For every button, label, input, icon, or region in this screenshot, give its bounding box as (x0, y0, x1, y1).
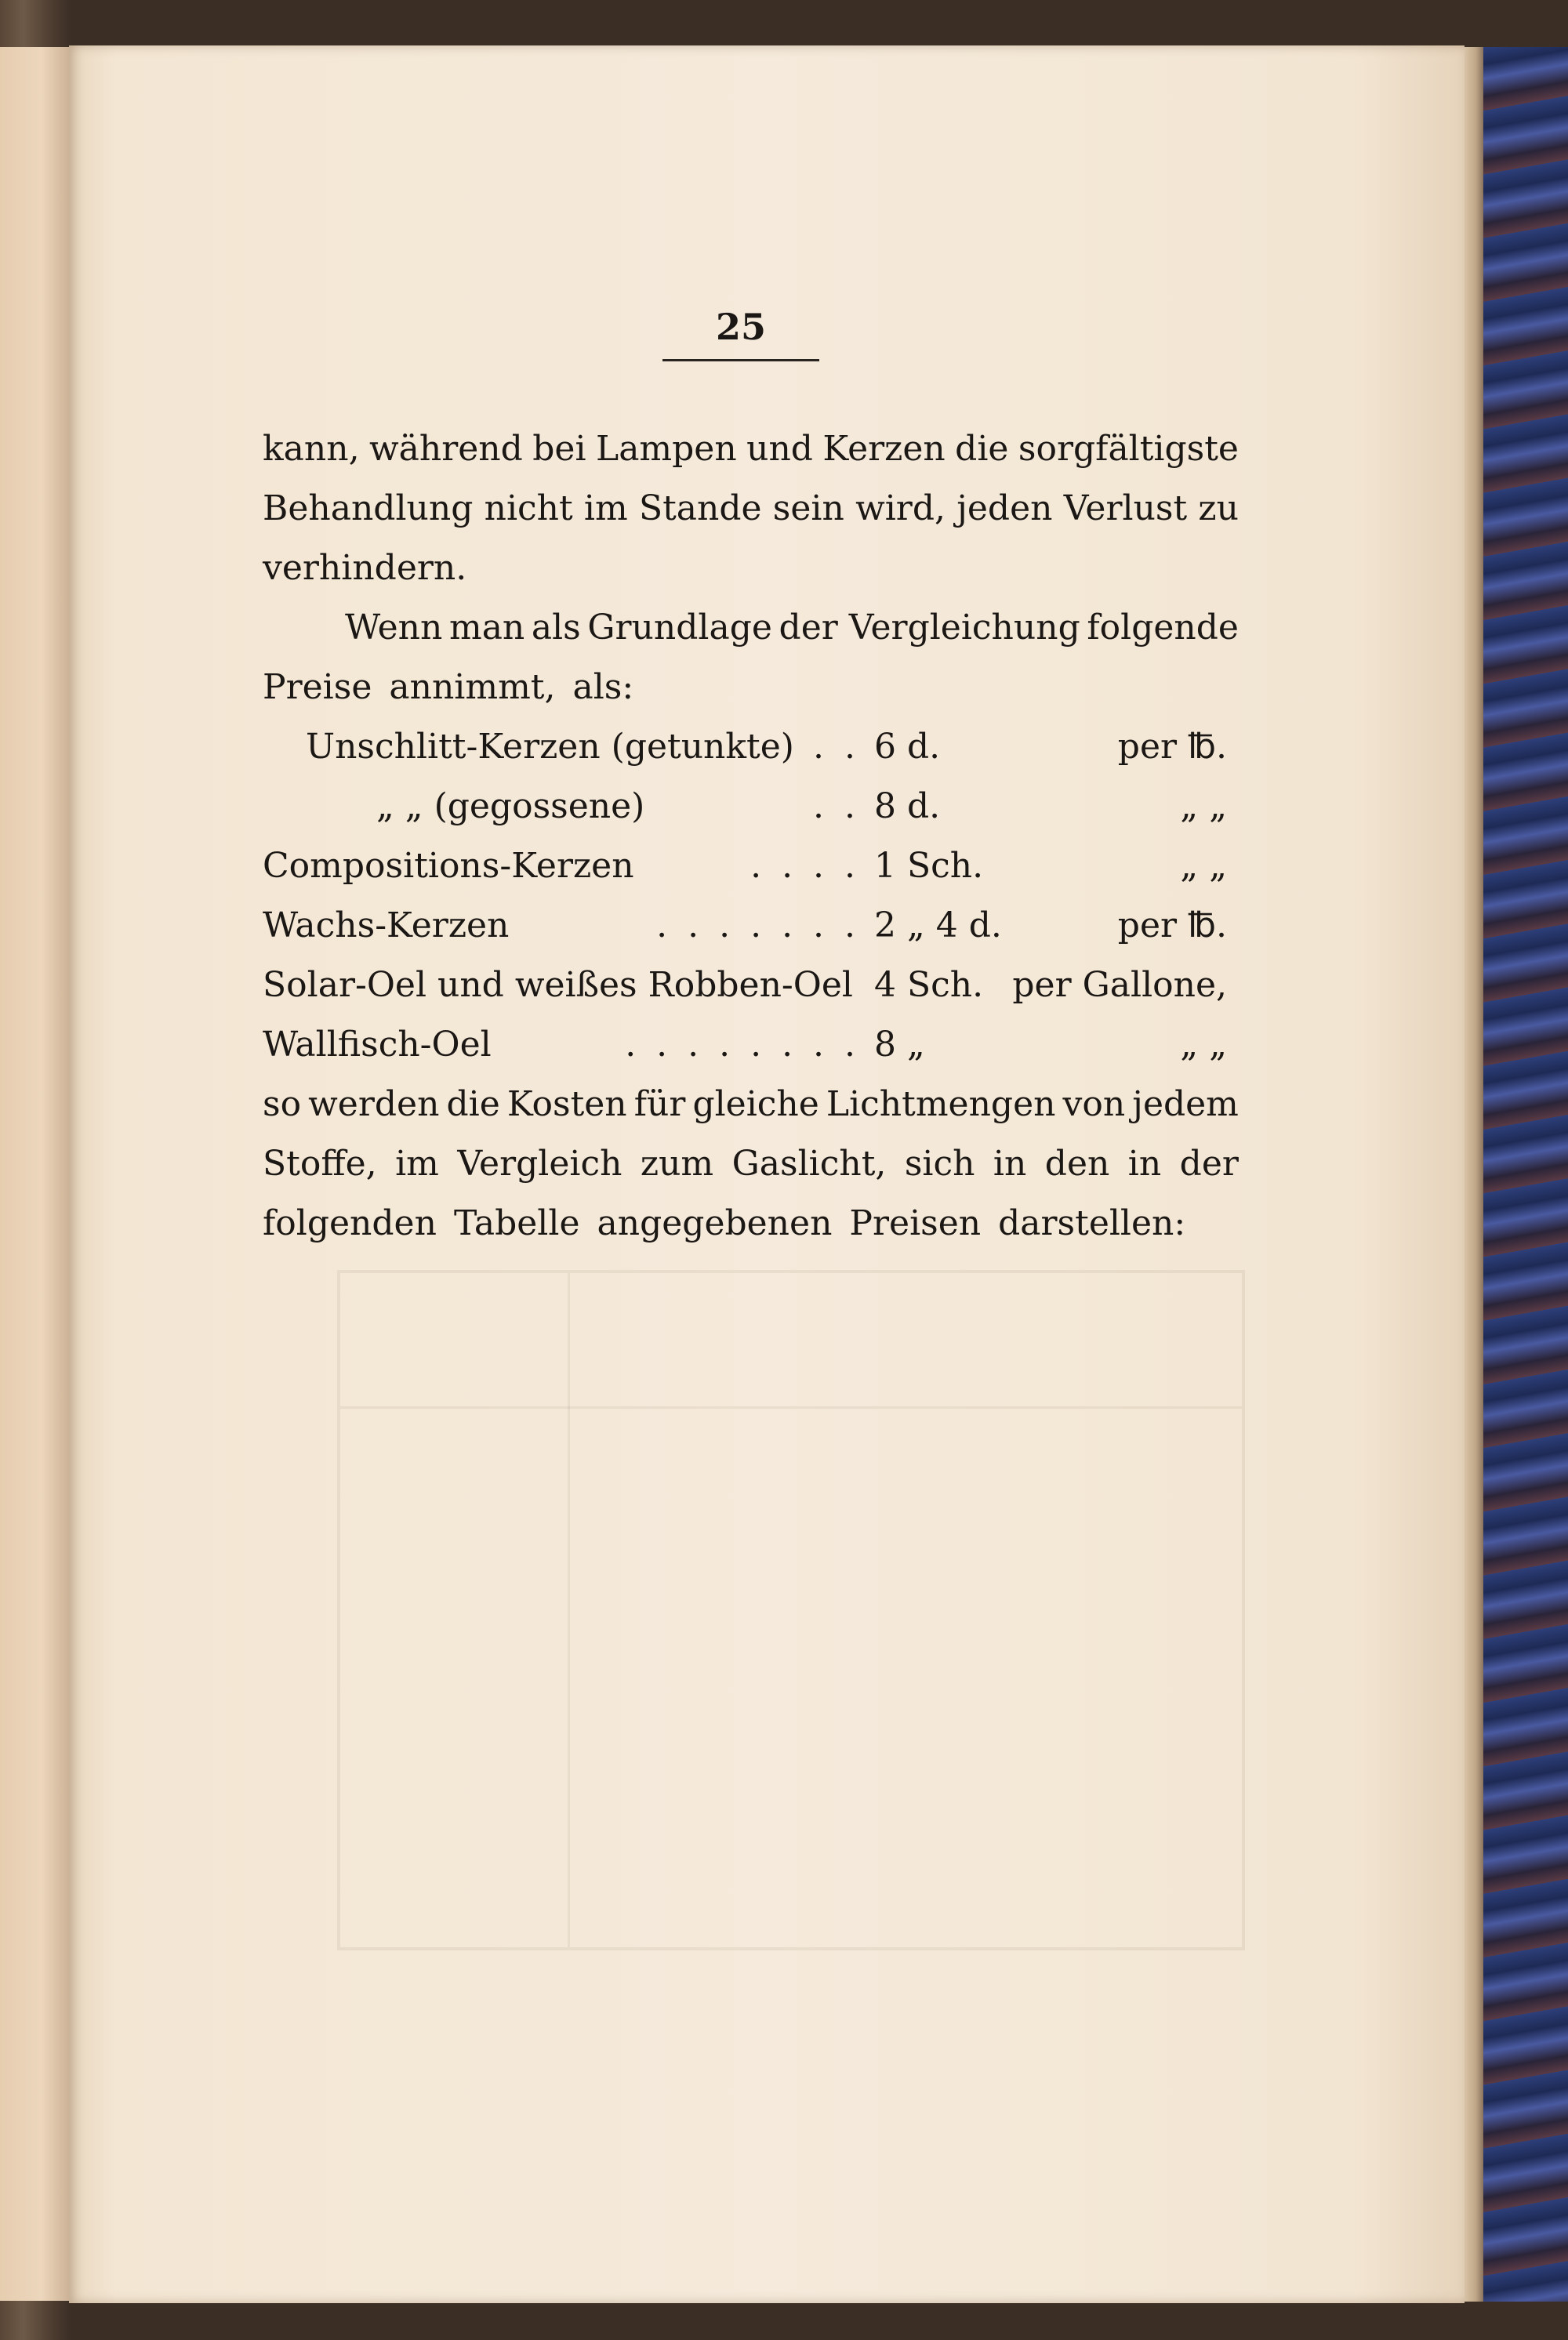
body-text (263, 419, 1239, 1253)
word: in (1127, 1144, 1162, 1184)
leader-dots: . . . . . . . (656, 905, 860, 945)
word: verhindern. (263, 548, 467, 588)
word: angegebenen (597, 1203, 833, 1243)
word: und (746, 429, 813, 469)
facing-page-edge (0, 47, 71, 2301)
price-row (263, 896, 1239, 956)
word: der Vergleichung (779, 608, 1080, 648)
price-row (263, 956, 1239, 1015)
word: Gaslicht, (731, 1144, 887, 1184)
price-amount: 6 d. (874, 727, 941, 767)
word: Lampen (595, 429, 737, 469)
word: Stande (638, 488, 762, 528)
material-name: Solar-Oel und weißes Robben-Oel (263, 965, 853, 1005)
price-amount: 1 Sch. (874, 846, 984, 886)
text-line (263, 1134, 1239, 1194)
word: im (395, 1144, 439, 1184)
word: für (633, 1084, 686, 1124)
text-line (263, 479, 1239, 539)
page-number-rule (662, 359, 819, 361)
word: sein (772, 488, 844, 528)
word: folgenden (263, 1203, 437, 1243)
word: Behandlung (263, 488, 474, 528)
word: darstellen: (998, 1203, 1186, 1243)
word: als (531, 608, 581, 648)
price-label (263, 717, 874, 777)
text-line (263, 1194, 1239, 1253)
word: Kosten (506, 1084, 627, 1124)
word: Tabelle (453, 1203, 580, 1243)
word: die (446, 1084, 500, 1124)
word: Kerzen (822, 429, 946, 469)
bleed-through-table (337, 1270, 1245, 1950)
word: jedem (1132, 1084, 1239, 1124)
word: die (955, 429, 1009, 469)
word: so (263, 1084, 302, 1124)
word: Lichtmengen (826, 1084, 1056, 1124)
word: von (1062, 1084, 1126, 1124)
word: werden (308, 1084, 440, 1124)
word: Wenn (345, 608, 443, 648)
word: zu (1198, 488, 1239, 528)
page-block-edge (1465, 47, 1483, 2302)
price-value (874, 717, 1227, 777)
price-label (263, 777, 874, 836)
word: sich (904, 1144, 975, 1184)
word: folgende (1087, 608, 1239, 648)
price-list (263, 717, 1239, 1075)
price-label (263, 956, 874, 1015)
price-amount: 8 d. (874, 786, 941, 826)
price-amount: 4 Sch. (874, 965, 984, 1005)
word: wird, (855, 488, 946, 528)
price-value (874, 1015, 1227, 1075)
text-line (263, 658, 1239, 717)
material-name: Wallfisch-Oel (263, 1025, 492, 1065)
material-name: „ „ (gegossene) (376, 786, 645, 826)
leader-dots: . . . . . . . . (625, 1025, 860, 1065)
price-row (263, 1015, 1239, 1075)
text-line (263, 1075, 1239, 1134)
leader-dots: . . (813, 727, 860, 767)
price-label (263, 896, 874, 956)
word: in (993, 1144, 1027, 1184)
text-line (263, 539, 1239, 598)
price-label (263, 836, 874, 896)
price-amount: 8 „ (874, 1025, 925, 1065)
word: Preise (263, 667, 372, 707)
price-value (874, 777, 1227, 836)
word: der (1179, 1144, 1239, 1184)
word: als: (572, 667, 634, 707)
price-label (263, 1015, 874, 1075)
price-row (263, 777, 1239, 836)
text-line (263, 598, 1239, 658)
price-unit: per ℔. (1117, 727, 1227, 767)
text-line (263, 419, 1239, 479)
word: den (1044, 1144, 1110, 1184)
material-name: Compositions-Kerzen (263, 846, 634, 886)
price-value (874, 896, 1227, 956)
material-name: Unschlitt-Kerzen (getunkte) (306, 727, 794, 767)
leader-dots: . . (813, 786, 860, 826)
price-unit: „ „ (1180, 1025, 1227, 1065)
word: bei (532, 429, 586, 469)
word: annimmt, (389, 667, 556, 707)
price-value (874, 836, 1227, 896)
price-unit: per Gallone, (1012, 965, 1227, 1005)
word: zum (640, 1144, 714, 1184)
word: Grundlage (587, 608, 772, 648)
price-unit: „ „ (1180, 786, 1227, 826)
word: Preisen (849, 1203, 982, 1243)
word: sorgfältigste (1018, 429, 1239, 469)
price-amount: 2 „ 4 d. (874, 905, 1002, 945)
marbled-binding (1483, 47, 1568, 2302)
word: Stoffe, (263, 1144, 377, 1184)
price-unit: per ℔. (1117, 905, 1227, 945)
word: gleiche (692, 1084, 819, 1124)
leader-dots: . . . . (750, 846, 860, 886)
price-unit: „ „ (1180, 846, 1227, 886)
price-value (874, 956, 1227, 1015)
word: während (369, 429, 523, 469)
word: Verlust (1063, 488, 1188, 528)
word: man (448, 608, 525, 648)
word: jeden (956, 488, 1053, 528)
price-row (263, 836, 1239, 896)
word: im (583, 488, 628, 528)
material-name: Wachs-Kerzen (263, 905, 510, 945)
page-number: 25 (715, 306, 766, 348)
word: Vergleich (457, 1144, 622, 1184)
price-row (263, 717, 1239, 777)
word: nicht (484, 488, 573, 528)
word: kann, (263, 429, 360, 469)
